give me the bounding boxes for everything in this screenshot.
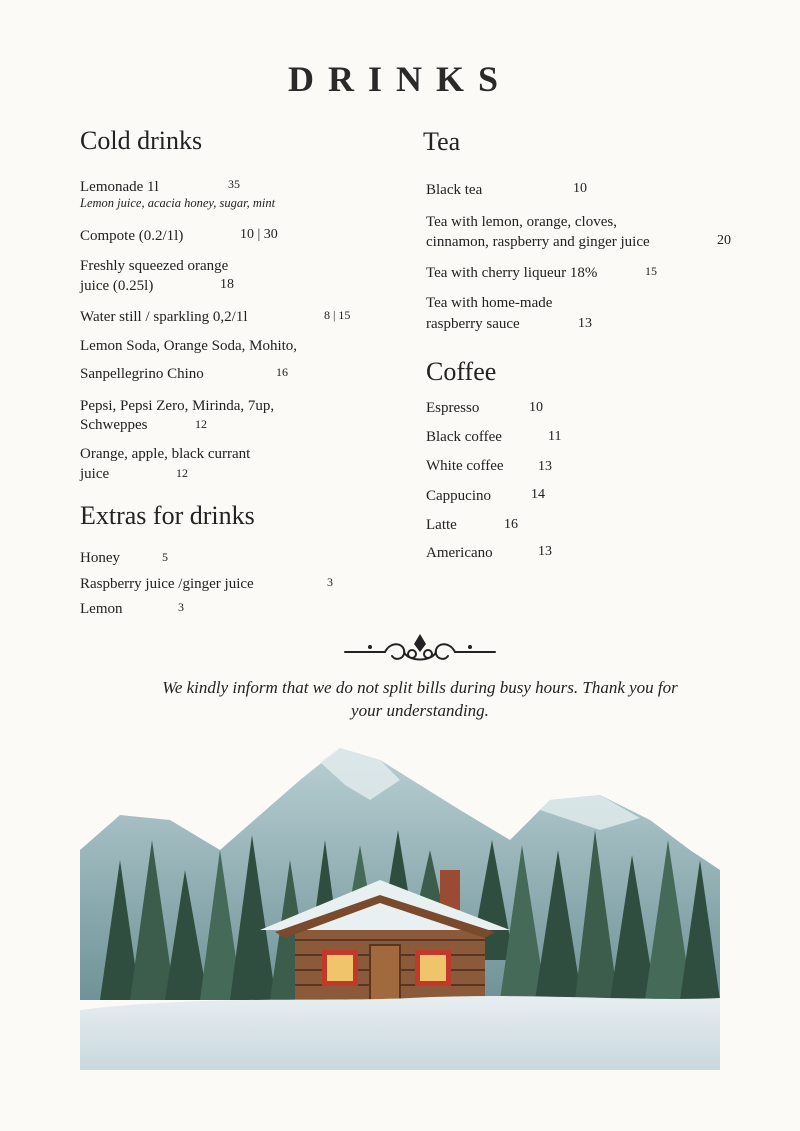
menu-item-price: 5: [162, 550, 168, 564]
menu-item-price: 10: [529, 400, 543, 415]
menu-item-price: 35: [228, 177, 240, 191]
extras-heading: Extras for drinks: [80, 501, 255, 530]
menu-item-name: Latte: [426, 517, 457, 533]
menu-item-price: 13: [538, 459, 552, 474]
snow-ground: [80, 996, 720, 1070]
menu-item-price: 20: [717, 233, 731, 248]
menu-item-price: 11: [548, 429, 562, 444]
menu-item-price: 13: [538, 544, 552, 559]
menu-item-price: 16: [276, 365, 288, 379]
menu-item-price: 18: [220, 277, 234, 292]
menu-item-name: Raspberry juice /ginger juice: [80, 576, 254, 592]
menu-item-name: Tea with home-made: [426, 295, 553, 311]
notice-line: your understanding.: [351, 701, 489, 720]
page-title: DRINKS: [287, 59, 513, 99]
notice: [120, 676, 720, 722]
menu-item-name: Cappucino: [426, 488, 491, 504]
menu-item-name: Pepsi, Pepsi Zero, Mirinda, 7up,: [80, 398, 275, 414]
menu-item-name: Black coffee: [426, 429, 502, 445]
tea-heading: Tea: [423, 127, 461, 156]
menu-item-name: Lemon Soda, Orange Soda, Mohito,: [80, 338, 298, 354]
menu-item-price: 3: [178, 600, 184, 614]
menu-item-name: juice (0.25l): [80, 278, 154, 294]
menu-item-name: Lemonade 1l: [80, 179, 159, 195]
winter-cabin-illustration: [80, 740, 720, 1070]
menu-item-description: Lemon juice, acacia honey, sugar, mint: [80, 196, 276, 210]
menu-item-name: White coffee: [426, 458, 504, 474]
menu-item-price: 13: [578, 316, 592, 331]
menu-item-price: 8 | 15: [324, 308, 351, 322]
chimney: [440, 870, 460, 910]
notice-line: We kindly inform that we do not split bills during busy hours. Thank you for: [162, 678, 678, 697]
flourish-ornament-icon: [340, 632, 500, 672]
menu-item-name: Schweppes: [80, 417, 148, 433]
menu-item-price: 15: [645, 264, 657, 278]
menu-item-name: Tea with cherry liqueur 18%: [426, 265, 598, 281]
cold-drinks-heading: Cold drinks: [80, 126, 203, 155]
menu-item-price: 14: [531, 487, 545, 502]
menu-item-price: 12: [195, 417, 207, 431]
menu-item-name: Tea with lemon, orange, cloves,: [426, 214, 617, 230]
menu-item-name: cinnamon, raspberry and ginger juice: [426, 234, 650, 250]
menu-item-name: Sanpellegrino Chino: [80, 366, 204, 382]
menu-item-name: Americano: [426, 545, 493, 561]
menu-item-name: Water still / sparkling 0,2/1l: [80, 309, 248, 325]
coffee-heading: Coffee: [426, 357, 497, 386]
menu-item-price: 10 | 30: [240, 227, 278, 242]
menu-item-name: Black tea: [426, 182, 483, 198]
menu-item-price: 3: [327, 575, 333, 589]
menu-item-name: Compote (0.2/1l): [80, 228, 184, 244]
menu-item-name: Espresso: [426, 400, 480, 416]
menu-item-name: Freshly squeezed orange: [80, 258, 229, 274]
menu-item-name: raspberry sauce: [426, 316, 520, 332]
menu-item-name: Honey: [80, 550, 120, 566]
menu-item-price: 10: [573, 181, 587, 196]
menu-item-price: 12: [176, 466, 188, 480]
menu-item-name: Orange, apple, black currant: [80, 446, 251, 462]
menu-item-price: 16: [504, 517, 518, 532]
menu-item-name: juice: [80, 466, 110, 482]
menu-item-name: Lemon: [80, 601, 123, 617]
